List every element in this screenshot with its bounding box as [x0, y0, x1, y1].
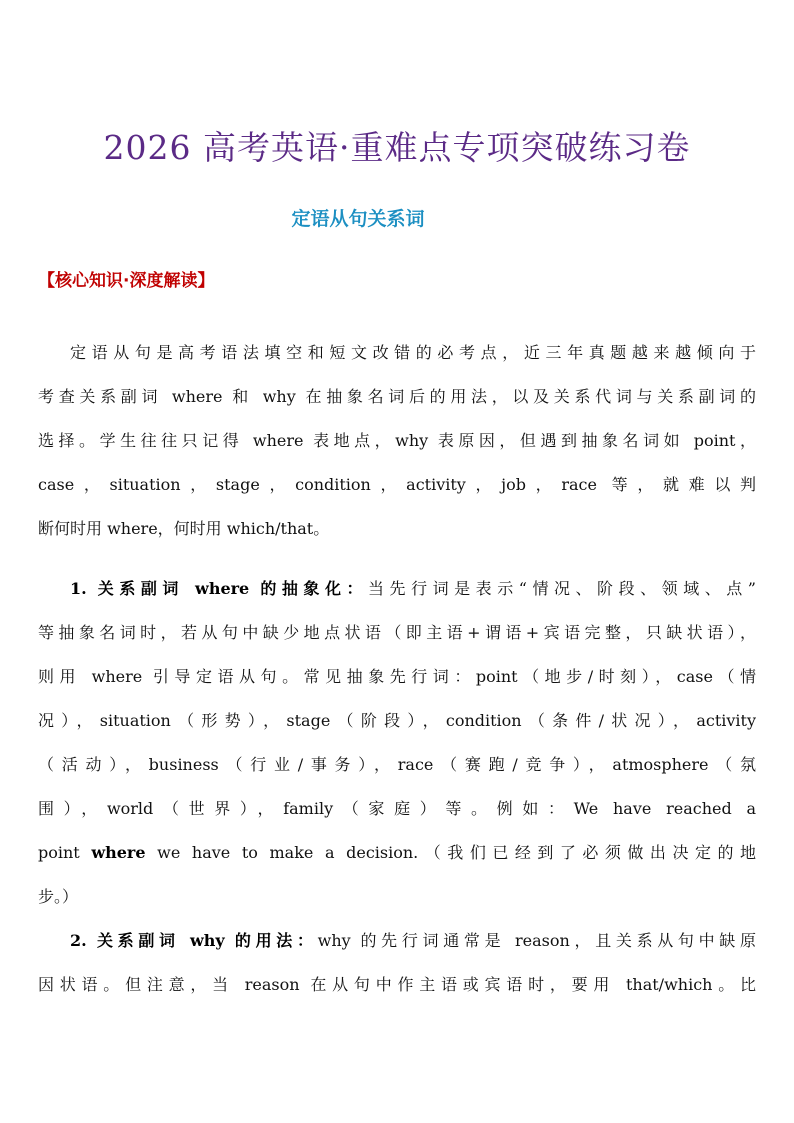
point2-label: 2. 关系副词 why 的用法： [70, 931, 318, 950]
point1-line-2: 等抽象名词时，若从句中缺少地点状语（即主语+谓语+宾语完整，只缺状语）， [38, 623, 756, 642]
point1-last-line: 步。） [38, 887, 79, 906]
intro-line-4: case，situation，stage，condition，activity，job，race 等，就难以判 [38, 475, 756, 494]
point1-line-1-text: 当先行词是表示“情况、阶段、领域、点” [368, 579, 756, 598]
point1-line-1 [70, 577, 756, 601]
point2-line-1-text: why 的先行词通常是 reason，且关系从句中缺原 [317, 931, 756, 950]
point1-example-post: we have to make a decision.（我们已经到了必须做出决定的地 [145, 843, 756, 862]
point1-line-3: 则用 where 引导定语从句。常见抽象先行词：point（地步/时刻），case（情 [38, 667, 756, 686]
point1-label: 1. 关系副词 where 的抽象化： [70, 579, 369, 598]
point2-line-1 [70, 929, 756, 953]
point1-line-6: 围），world（世界），family（家庭）等。例如：We have reached a [38, 799, 756, 818]
point1-line-5: （活动），business（行业/事务），race（赛跑/竞争），atmosphere（氛 [38, 755, 756, 774]
point1-example-line [38, 841, 756, 865]
intro-line-1: 定语从句是高考语法填空和短文改错的必考点，近三年真题越来越倾向于 [70, 343, 756, 362]
point1-example-pre: point [38, 843, 92, 862]
section-heading: 【核心知识·深度解读】 [38, 271, 215, 291]
intro-line-3: 选择。学生往往只记得 where 表地点，why 表原因，但遇到抽象名词如 point， [38, 431, 756, 450]
point2-line-2: 因状语。但注意，当 reason 在从句中作主语或宾语时，要用 that/which。比 [38, 975, 756, 994]
point1-line-4: 况），situation（形势），stage（阶段），condition（条件/状况），activity [38, 711, 756, 730]
point1-example-keyword: where [91, 843, 146, 862]
document-subtitle: 定语从句关系词 [291, 208, 425, 230]
intro-line-2: 考查关系副词 where 和 why 在抽象名词后的用法，以及关系代词与关系副词的 [38, 387, 756, 406]
intro-line-5: 断何时用 where，何时用 which/that。 [38, 519, 330, 538]
document-title: 2026 高考英语·重难点专项突破练习卷 [103, 128, 691, 167]
